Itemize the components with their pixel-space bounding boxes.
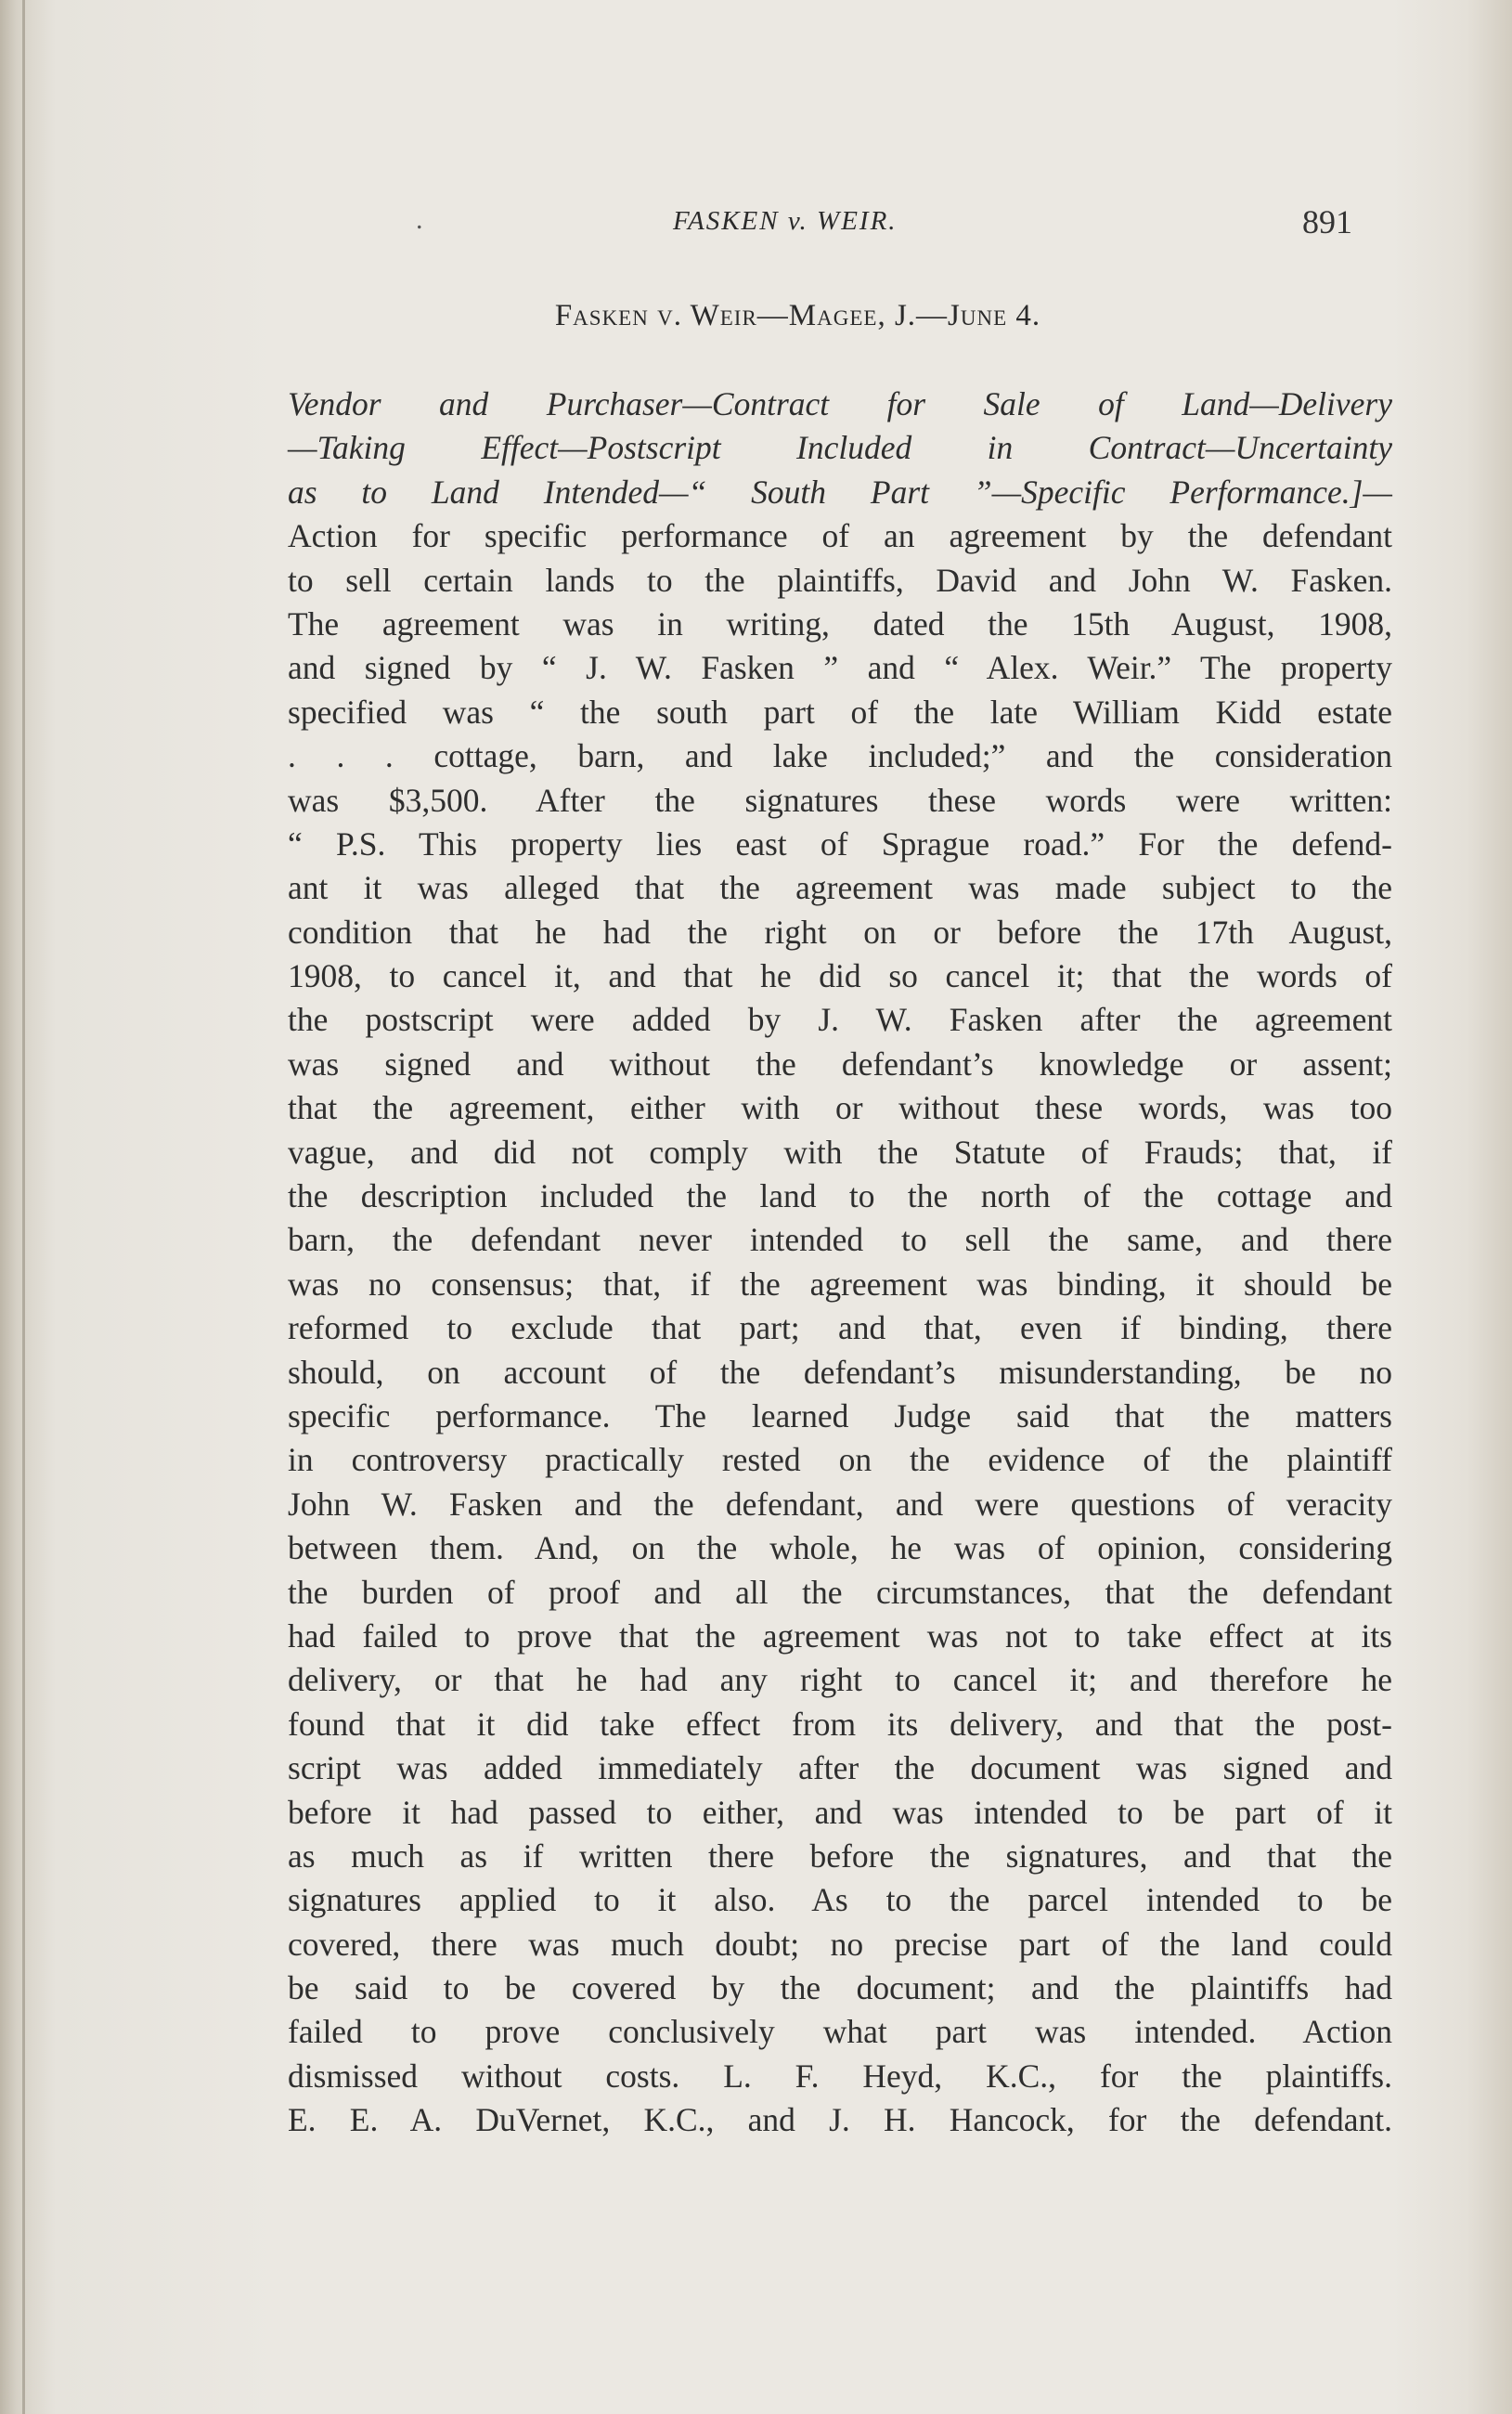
- body-line: the burden of proof and all the circumstances, that the defendant: [288, 1573, 1392, 1611]
- body-line: . . . cottage, barn, and lake included;” and the consideration: [288, 737, 1392, 775]
- headnote-line: Vendor and Purchaser—Contract for Sale of Land—Delivery: [288, 385, 1392, 422]
- body-line: John W. Fasken and the defendant, and were questions of veracity: [288, 1485, 1392, 1523]
- body-line: be said to be covered by the document; and the plaintiffs had: [288, 1969, 1392, 2007]
- body-line: that the agreement, either with or without these words, was too: [288, 1089, 1392, 1127]
- body-line: to sell certain lands to the plaintiffs, David and John W. Fasken.: [288, 561, 1392, 599]
- body-line: barn, the defendant never intended to sell the same, and there: [288, 1221, 1392, 1259]
- body-line: was $3,500. After the signatures these words were written:: [288, 781, 1392, 819]
- body-line: condition that he had the right on or before the 17th August,: [288, 913, 1392, 951]
- body-line: between them. And, on the whole, he was of opinion, considering: [288, 1529, 1392, 1567]
- body-line: the description included the land to the north of the cottage and: [288, 1177, 1392, 1215]
- body-line: specific performance. The learned Judge said that the matters: [288, 1396, 1392, 1434]
- body-line: signatures applied to it also. As to the parcel intended to be: [288, 1881, 1392, 1919]
- body-line: and signed by “ J. W. Fasken ” and “ Alex. Weir.” The property: [288, 649, 1392, 687]
- body-line: failed to prove conclusively what part was intended. Action: [288, 2013, 1392, 2051]
- running-head: [0, 202, 1512, 249]
- body-line: vague, and did not comply with the Statute of Frauds; that, if: [288, 1133, 1392, 1171]
- body-line: in controversy practically rested on the evidence of the plaintiff: [288, 1441, 1392, 1479]
- body-line: found that it did take effect from its delivery, and that the post-: [288, 1705, 1392, 1743]
- body-line: The agreement was in writing, dated the 15th August, 1908,: [288, 604, 1392, 642]
- headnote-line: —Taking Effect—Postscript Included in Contract—Uncertainty: [288, 429, 1392, 467]
- running-title: FASKEN v. WEIR.: [673, 206, 898, 236]
- headnote-line: as to Land Intended—“ South Part ”—Specific Performance.]—: [288, 473, 1392, 511]
- body-line: covered, there was much doubt; no precise part of the land could: [288, 1925, 1392, 1963]
- body-line: should, on account of the defendant’s misunderstanding, be no: [288, 1353, 1392, 1391]
- body-line: script was added immediately after the document was signed and: [288, 1749, 1392, 1787]
- body-line: delivery, or that he had any right to cancel it; and therefore he: [288, 1661, 1392, 1699]
- page-number: 891: [1302, 203, 1352, 240]
- body-line: before it had passed to either, and was intended to be part of it: [288, 1793, 1392, 1831]
- body-line: ant it was alleged that the agreement was made subject to the: [288, 869, 1392, 907]
- binding-gutter: [22, 0, 25, 2414]
- body-line: “ P.S. This property lies east of Sprague road.” For the defend-: [288, 824, 1392, 863]
- body-line: the postscript were added by J. W. Fasken after the agreement: [288, 1001, 1392, 1039]
- body-line: had failed to prove that the agreement was not to take effect at its: [288, 1616, 1392, 1655]
- body-line: 1908, to cancel it, and that he did so cancel it; that the words of: [288, 957, 1392, 995]
- body-line: specified was “ the south part of the late William Kidd estate: [288, 693, 1392, 731]
- body-line: E. E. A. DuVernet, K.C., and J. H. Hancock, for the defendant.: [288, 2101, 1392, 2139]
- body-paragraph: [288, 383, 1392, 2143]
- body-line: reformed to exclude that part; and that, even if binding, there: [288, 1309, 1392, 1347]
- body-line: dismissed without costs. L. F. Heyd, K.C., for the plaintiffs.: [288, 2057, 1392, 2095]
- body-line: was no consensus; that, if the agreement was binding, it should be: [288, 1265, 1392, 1303]
- body-line: was signed and without the defendant’s knowledge or assent;: [288, 1045, 1392, 1083]
- body-line: Action for specific performance of an agreement by the defendant: [288, 517, 1392, 555]
- case-title: Fasken v. Weir—Magee, J.—June 4.: [554, 299, 1041, 332]
- body-line: as much as if written there before the signatures, and that the: [288, 1836, 1392, 1875]
- stray-mark: .: [416, 204, 423, 235]
